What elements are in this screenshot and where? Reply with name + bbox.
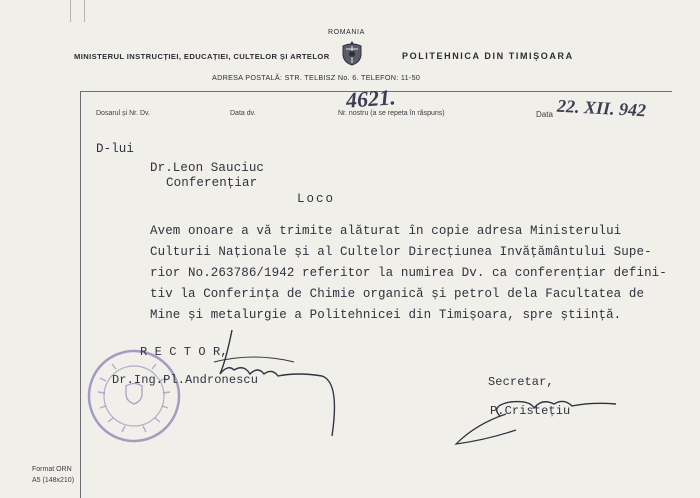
paragraph-line: Avem onoare a vă trimite alăturat în copie adresa Ministerului — [150, 224, 622, 238]
handwritten-number: 4621. — [345, 84, 397, 113]
margin-rule — [80, 91, 81, 498]
fold-mark — [84, 0, 85, 22]
round-stamp-icon — [86, 348, 182, 444]
recipient-name: Dr.Leon Sauciuc — [150, 161, 265, 175]
handwritten-date: 22. XII. 942 — [556, 95, 647, 121]
secretary-signature — [446, 384, 646, 454]
postal-address: ADRESA POSTALĂ: STR. TELBISZ No. 6. TELEFON: 11-50 — [212, 73, 421, 82]
fold-mark — [70, 0, 71, 22]
data-label: Data — [536, 110, 553, 119]
salutation: D-lui — [96, 142, 135, 156]
secretary-name: P.Cristețiu — [490, 404, 571, 418]
paragraph-line: rior No.263786/1942 referitor la numirea Dv. ca conferențiar defini- — [150, 266, 667, 280]
institution-name: POLITEHNICA DIN TIMIȘOARA — [402, 51, 574, 61]
location: Loco — [297, 192, 336, 206]
rector-signature — [196, 322, 376, 442]
paragraph-line: Mine și metalurgie a Politehnicei din Timișoara, spre știință. — [150, 308, 622, 322]
data-dv-label: Data dv. — [230, 110, 256, 117]
dosar-label: Dosarul și Nr. Dv. — [96, 110, 150, 117]
secretary-label: Secretar, — [488, 375, 554, 389]
size-label: A5 (148x210) — [32, 477, 75, 484]
rector-label: R E C T O R, — [140, 345, 228, 359]
coat-of-arms-icon — [340, 40, 364, 66]
recipient-title: Conferențiar — [166, 176, 258, 190]
paragraph-line: Culturii Naționale și al Cultelor Direcțiunea Invățământului Supe- — [150, 245, 652, 259]
rector-name: Dr.Ing.Pl.Andronescu — [112, 373, 259, 387]
ministry-name: MINISTERUL INSTRUCȚIEI, EDUCAȚIEI, CULTELOR ȘI ARTELOR — [74, 52, 330, 61]
nr-nostru-label: Nr. nostru (a se repeta în răspuns) — [338, 110, 445, 117]
format-label: Format ORN — [32, 466, 72, 473]
country-label: ROMANIA — [328, 29, 365, 36]
paragraph-line: tiv la Conferința de Chimie organică și petrol dela Facultatea de — [150, 287, 645, 301]
